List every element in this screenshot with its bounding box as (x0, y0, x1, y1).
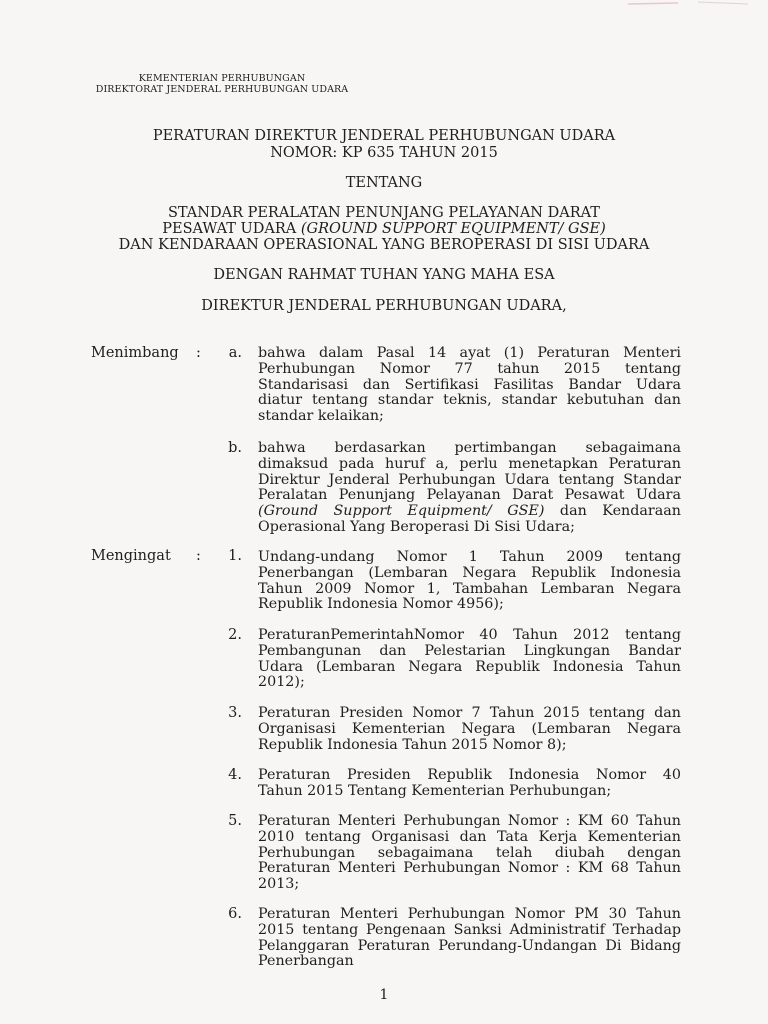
mengingat-item-6 (258, 907, 681, 970)
text-line: Tahun 2009 Nomor 1, Tambahan Lembaran Negara (258, 580, 681, 597)
mengingat-item-1 (258, 550, 681, 613)
text-line: Republik Indonesia Nomor 4956); (258, 596, 504, 613)
text-line: Pelanggaran Peraturan Perundang-Undangan Di Bidang (258, 937, 681, 954)
text-line: 2012); (258, 674, 305, 691)
text-line: Operasional Yang Beroperasi Di Sisi Udara; (258, 518, 575, 535)
text-line: Tahun 2015 Tentang Kementerian Perhubungan; (258, 782, 612, 799)
text-line: standar kelaikan; (258, 408, 384, 425)
mengingat-marker-1: 1. (228, 548, 242, 564)
mengingat-colon: : (196, 548, 201, 564)
subject-line-2: PESAWAT UDARA (GROUND SUPPORT EQUIPMENT/ GSE) (162, 221, 606, 237)
tentang-heading: TENTANG (345, 175, 423, 191)
mengingat-marker-6: 6. (228, 906, 242, 922)
subject-line-1: STANDAR PERALATAN PENUNJANG PELAYANAN DARAT (168, 205, 600, 221)
text-line: Peraturan Menteri Perhubungan Nomor PM 30 Tahun (258, 906, 681, 922)
mengingat-marker-5: 5. (228, 813, 242, 829)
text-line: Standarisasi dan Sertifikasi Fasilitas Bandar Udara (258, 376, 681, 393)
text-line: Republik Indonesia Tahun 2015 Nomor 8); (258, 736, 567, 753)
text-line: dimaksud pada huruf a, perlu menetapkan Peraturan (258, 455, 681, 472)
mengingat-item-5 (258, 814, 681, 893)
menimbang-colon: : (196, 345, 201, 361)
mengingat-item-3 (258, 706, 681, 753)
text-line: (Ground Support Equipment/ GSE) dan Kendaraan (258, 503, 681, 520)
ministry-header (92, 73, 352, 95)
text-line: Peraturan Menteri Perhubungan Nomor : KM 60 Tahun (258, 813, 681, 829)
menimbang-item-a (258, 346, 681, 425)
mengingat-marker-3: 3. (228, 705, 242, 721)
subject-line-3: DAN KENDARAAN OPERASIONAL YANG BEROPERASI DI SISI UDARA (118, 237, 650, 253)
text-line: Undang-undang Nomor 1 Tahun 2009 tentang (258, 549, 681, 565)
text-line: 2015 tentang Pengenaan Sanksi Administratif Terhadap (258, 921, 681, 938)
text-line: Peraturan Presiden Republik Indonesia Nomor 40 (258, 767, 681, 783)
text-line: Organisasi Kementerian Negara (Lembaran Negara (258, 720, 681, 737)
mengingat-item-2 (258, 628, 681, 691)
text-line: 2010 tentang Organisasi dan Tata Kerja Kementerian (258, 828, 681, 845)
ministry-name: KEMENTERIAN PERHUBUNGAN (138, 73, 306, 84)
text-line: Peralatan Penunjang Pelayanan Darat Pesawat Udara (258, 487, 681, 504)
text-line: diatur tentang standar teknis, standar kebutuhan dan (258, 392, 681, 409)
text-line: bahwa dalam Pasal 14 ayat (1) Peraturan Menteri (258, 345, 681, 361)
text-line: Perhubungan Nomor 77 tahun 2015 tentang (258, 360, 681, 377)
menimbang-item-b (258, 441, 681, 536)
scan-artifact (608, 0, 768, 10)
text-line: Udara (Lembaran Negara Republik Indonesia Tahun (258, 658, 681, 675)
text-line: Peraturan Presiden Nomor 7 Tahun 2015 tentang dan (258, 705, 681, 721)
mengingat-marker-2: 2. (228, 627, 242, 643)
regulation-number: NOMOR: KP 635 TAHUN 2015 (270, 145, 498, 161)
mengingat-label: Mengingat (91, 548, 171, 564)
text-line: Penerbangan (Lembaran Negara Republik Indonesia (258, 564, 681, 581)
preamble-rahmat: DENGAN RAHMAT TUHAN YANG MAHA ESA (213, 267, 555, 283)
text-line: Penerbangan (258, 953, 354, 970)
page-number: 1 (379, 987, 389, 1003)
text-line: bahwa berdasarkan pertimbangan sebagaimana (258, 440, 681, 456)
directorate-name: DIREKTORAT JENDERAL PERHUBUNGAN UDARA (95, 84, 349, 95)
preamble-direktur: DIREKTUR JENDERAL PERHUBUNGAN UDARA, (201, 298, 567, 314)
menimbang-marker-a: a. (228, 345, 242, 361)
menimbang-label: Menimbang (91, 345, 179, 361)
mengingat-item-4 (258, 768, 681, 800)
text-line: Direktur Jenderal Perhubungan Udara tentang Standar (258, 471, 681, 488)
text-line: Perhubungan sebagaimana telah diubah dengan (258, 844, 681, 861)
regulation-title: PERATURAN DIREKTUR JENDERAL PERHUBUNGAN UDARA (152, 128, 616, 144)
text-line: Peraturan Menteri Perhubungan Nomor : KM 68 Tahun (258, 860, 681, 877)
text-line: PeraturanPemerintahNomor 40 Tahun 2012 tentang (258, 627, 681, 643)
text-line: Pembangunan dan Pelestarian Lingkungan Bandar (258, 642, 681, 659)
mengingat-marker-4: 4. (228, 767, 242, 783)
menimbang-marker-b: b. (228, 440, 242, 456)
text-line: 2013; (258, 876, 300, 893)
